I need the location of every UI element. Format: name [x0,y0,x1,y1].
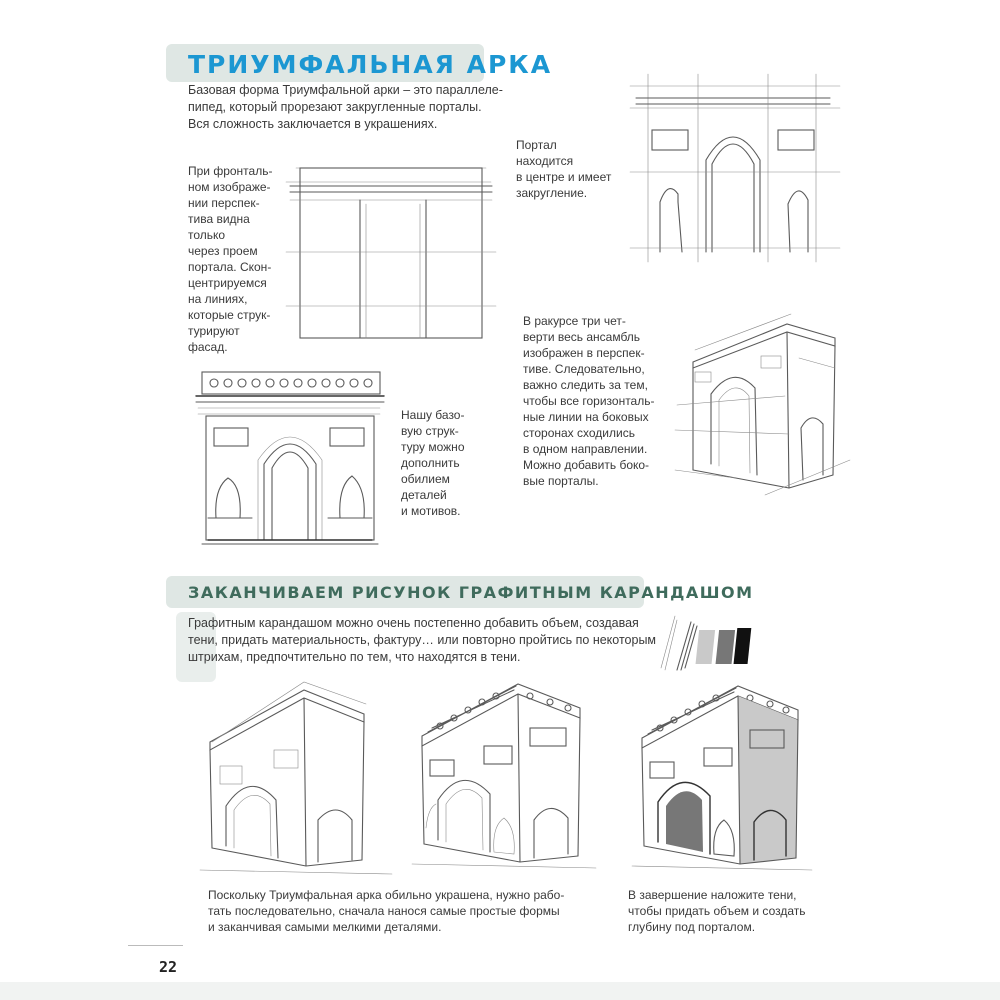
page-footer-band [0,982,1000,1000]
sketch-portal-frontal [630,72,840,262]
caption-sequence: Поскольку Триумфальная арка обильно украшена, нужно рабо- тать последовательно, сначала нанося самые простые формы и заканчивая самыми мелкими деталями. [208,888,565,934]
note-frontal: При фронталь- ном изображе- нии перспек- тива видна только через проем портала. Скон- центрируемся на линиях, которые струк- турируют фасад. [188,164,273,354]
sketch-arc-details [410,668,600,868]
caption-shading: В завершение наложите тени, чтобы придать объем и создать глубину под порталом. [628,888,806,934]
graphite-swatches [657,612,757,674]
page-number-rule [128,945,183,946]
sketch-frontal-box [286,160,496,345]
section-intro-arc: Базовая форма Триумфальной арки – это параллеле- пипед, который прорезают закругленные порталы. Вся сложность заключается в украшениях. [188,83,503,131]
page-number: 22 [159,958,178,976]
section-title-arc: ТРИУМФАЛЬНАЯ АРКА [188,50,553,79]
section-title-graphite: ЗАКАНЧИВАЕМ РИСУНОК ГРАФИТНЫМ КАРАНДАШОМ [188,583,754,602]
sketch-arc-lines [196,670,396,875]
sketch-arc-shaded [630,670,815,870]
sketch-three-quarter [675,310,850,495]
section-intro-graphite: Графитным карандашом можно очень постепенно добавить объем, создавая тени, придать материальность, фактуру… или повторно пройтись по некоторым штрихам, предпочтительно по тем, что находятся в тени. [188,616,657,664]
sketch-detailed-frontal [194,368,384,546]
note-details: Нашу базо- вую струк- туру можно дополнить обилием деталей и мотивов. [401,408,465,518]
note-perspective: В ракурсе три чет- верти весь ансамбль изображен в перспек- тиве. Следовательно, важно следить за тем, чтобы все горизонталь- ные линии на боковых сторонах сходились в одном направлении. Можно добавить боко- вые порталы. [523,314,655,488]
note-portal: Портал находится в центре и имеет закругление. [516,138,612,200]
